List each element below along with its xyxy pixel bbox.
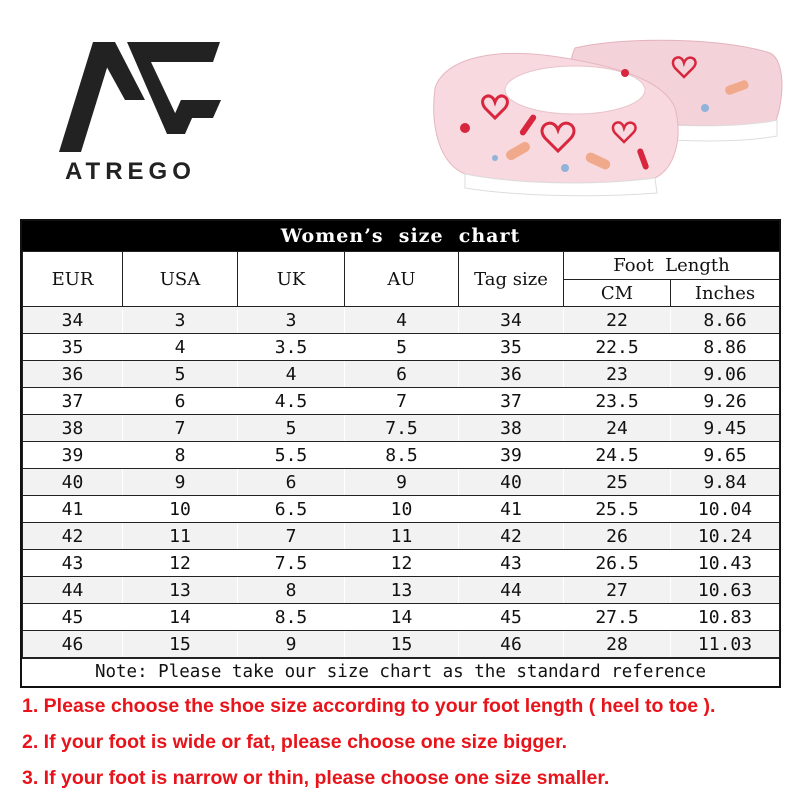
cell-au: 7.5 (345, 415, 459, 442)
cell-tag-size: 37 (459, 388, 564, 415)
cell-uk: 8.5 (238, 604, 345, 631)
table-row (23, 604, 780, 631)
cell-usa: 13 (123, 577, 238, 604)
instruction-2: 2. If your foot is wide or fat, please choose one size bigger. (22, 731, 568, 753)
cell-tag-size: 46 (459, 631, 564, 658)
cell-tag-size: 35 (459, 334, 564, 361)
cell-eur: 40 (23, 469, 123, 496)
size-chart-table (20, 219, 781, 688)
cell-usa: 6 (123, 388, 238, 415)
cell-tag-size: 44 (459, 577, 564, 604)
cell-uk: 5.5 (238, 442, 345, 469)
cell-inches: 9.65 (671, 442, 780, 469)
cell-eur: 44 (23, 577, 123, 604)
cell-cm: 26 (564, 523, 671, 550)
cell-eur: 38 (23, 415, 123, 442)
cell-tag-size: 40 (459, 469, 564, 496)
cell-cm: 24.5 (564, 442, 671, 469)
cell-uk: 5 (238, 415, 345, 442)
table-row (23, 388, 780, 415)
cell-cm: 26.5 (564, 550, 671, 577)
cell-eur: 41 (23, 496, 123, 523)
cell-au: 9 (345, 469, 459, 496)
cell-au: 10 (345, 496, 459, 523)
cell-tag-size: 43 (459, 550, 564, 577)
cell-uk: 7 (238, 523, 345, 550)
cell-inches: 10.24 (671, 523, 780, 550)
table-row (23, 469, 780, 496)
sizing-instructions (22, 692, 792, 800)
cell-uk: 6.5 (238, 496, 345, 523)
cell-tag-size: 42 (459, 523, 564, 550)
cell-au: 15 (345, 631, 459, 658)
cell-eur: 42 (23, 523, 123, 550)
header-eur: EUR (23, 252, 123, 307)
cell-inches: 8.86 (671, 334, 780, 361)
table-row (23, 496, 780, 523)
table-row (23, 523, 780, 550)
cell-eur: 45 (23, 604, 123, 631)
cell-inches: 11.03 (671, 631, 780, 658)
cell-tag-size: 34 (459, 307, 564, 334)
nurse-clog-shoe-image (425, 28, 785, 198)
cell-cm: 28 (564, 631, 671, 658)
header-usa: USA (123, 252, 238, 307)
cell-tag-size: 39 (459, 442, 564, 469)
cell-au: 11 (345, 523, 459, 550)
size-table (22, 251, 780, 658)
cell-usa: 5 (123, 361, 238, 388)
atrego-logo-icon (55, 40, 225, 155)
cell-au: 6 (345, 361, 459, 388)
shoe-image (425, 28, 785, 198)
cell-au: 13 (345, 577, 459, 604)
cell-cm: 22 (564, 307, 671, 334)
cell-au: 12 (345, 550, 459, 577)
cell-uk: 6 (238, 469, 345, 496)
header-cm: CM (564, 280, 671, 307)
cell-usa: 14 (123, 604, 238, 631)
cell-uk: 8 (238, 577, 345, 604)
cell-tag-size: 36 (459, 361, 564, 388)
cell-uk: 3 (238, 307, 345, 334)
cell-usa: 12 (123, 550, 238, 577)
cell-cm: 24 (564, 415, 671, 442)
cell-inches: 10.43 (671, 550, 780, 577)
cell-tag-size: 38 (459, 415, 564, 442)
cell-cm: 27.5 (564, 604, 671, 631)
table-row (23, 577, 780, 604)
cell-cm: 27 (564, 577, 671, 604)
cell-au: 14 (345, 604, 459, 631)
cell-inches: 10.04 (671, 496, 780, 523)
brand-name: ATREGO (65, 158, 196, 185)
cell-usa: 11 (123, 523, 238, 550)
cell-eur: 36 (23, 361, 123, 388)
cell-inches: 9.26 (671, 388, 780, 415)
cell-cm: 25 (564, 469, 671, 496)
cell-eur: 39 (23, 442, 123, 469)
cell-uk: 4 (238, 361, 345, 388)
cell-usa: 8 (123, 442, 238, 469)
cell-inches: 9.84 (671, 469, 780, 496)
cell-cm: 22.5 (564, 334, 671, 361)
cell-tag-size: 41 (459, 496, 564, 523)
cell-au: 5 (345, 334, 459, 361)
header-inches: Inches (671, 280, 780, 307)
cell-uk: 3.5 (238, 334, 345, 361)
table-row (23, 361, 780, 388)
table-row (23, 415, 780, 442)
header-tag-size: Tag size (459, 252, 564, 307)
cell-usa: 15 (123, 631, 238, 658)
cell-au: 7 (345, 388, 459, 415)
cell-inches: 8.66 (671, 307, 780, 334)
header-uk: UK (238, 252, 345, 307)
cell-usa: 3 (123, 307, 238, 334)
table-row (23, 307, 780, 334)
cell-tag-size: 45 (459, 604, 564, 631)
cell-inches: 10.63 (671, 577, 780, 604)
cell-eur: 37 (23, 388, 123, 415)
table-row (23, 550, 780, 577)
table-row (23, 334, 780, 361)
header-au: AU (345, 252, 459, 307)
table-row (23, 442, 780, 469)
cell-usa: 9 (123, 469, 238, 496)
header-foot-length: Foot Length (564, 252, 780, 280)
cell-au: 8.5 (345, 442, 459, 469)
cell-cm: 23.5 (564, 388, 671, 415)
instruction-1: 1. Please choose the shoe size according to your foot length ( heel to toe ). (22, 695, 716, 717)
cell-eur: 35 (23, 334, 123, 361)
table-row (23, 631, 780, 658)
cell-inches: 9.45 (671, 415, 780, 442)
cell-cm: 23 (564, 361, 671, 388)
cell-usa: 7 (123, 415, 238, 442)
cell-usa: 10 (123, 496, 238, 523)
cell-inches: 10.83 (671, 604, 780, 631)
brand-logo (55, 40, 225, 190)
cell-usa: 4 (123, 334, 238, 361)
cell-uk: 9 (238, 631, 345, 658)
cell-cm: 25.5 (564, 496, 671, 523)
cell-uk: 7.5 (238, 550, 345, 577)
chart-note: Note: Please take our size chart as the standard reference (22, 658, 779, 686)
cell-eur: 43 (23, 550, 123, 577)
cell-eur: 46 (23, 631, 123, 658)
instruction-3: 3. If your foot is narrow or thin, please choose one size smaller. (22, 767, 610, 789)
cell-uk: 4.5 (238, 388, 345, 415)
chart-title: Women’s size chart (22, 221, 779, 251)
cell-inches: 9.06 (671, 361, 780, 388)
cell-au: 4 (345, 307, 459, 334)
cell-eur: 34 (23, 307, 123, 334)
